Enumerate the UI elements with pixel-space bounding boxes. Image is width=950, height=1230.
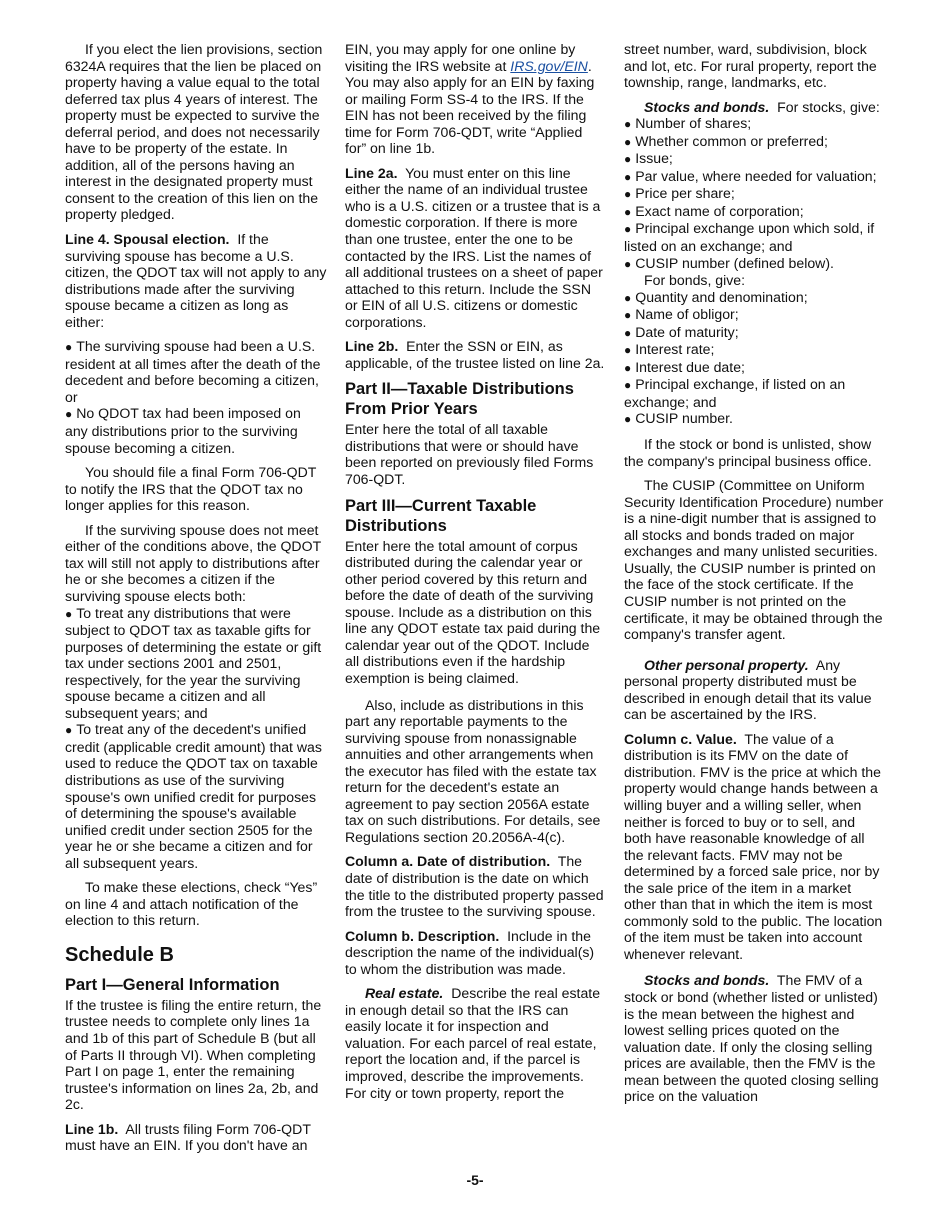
bullet-icon: ● [624,117,632,132]
stock-items-list [624,115,886,272]
line1b-heading: Line 1b. [65,1120,119,1137]
list-item: ● Price per share; [624,185,735,202]
bullet-icon: ● [624,378,632,393]
bullet-item: ● The surviving spouse had been a U.S. resident at all times after the death of the decedent and before becoming a citizen, or [65,338,321,405]
bullet-icon: ● [624,325,632,340]
paragraph-street: street number, ward, subdivision, block and lot, etc. For rural property, report the township, range, landmarks, etc. [624,41,877,91]
list-item: ● Name of obligor; [624,306,739,323]
paragraph-stocks-bonds-fmv: Stocks and bonds. The FMV of a stock or bond (whether listed or unlisted) is the mean between the highest and lowest selling prices quoted on the valuation date. If only the closing selling prices are available, then the FMV is the mean between the quoted closing selling price on the valuation [624,972,879,1105]
bullet-item: ● No QDOT tax had been imposed on any distributions prior to the surviving spouse becoming a citizen. [65,405,301,456]
paragraph-column-a: Column a. Date of distribution. The date of distribution is the date on which the title to the distributed property passed from the trustee to the surviving spouse. [345,853,604,920]
bullet-item: ● To treat any distributions that were subject to QDOT tax as taxable gifts for purposes of determining the estate or gift tax under sections 2001 and 2501, respectively, for the year the surviving spouse became a citizen and all subsequent years; and [65,604,322,721]
line4-text: If the surviving spouse has become a U.S. citizen, the QDOT tax will not apply to any distributions made after the surviving spouse became a citizen as long as either: [65,231,327,330]
other-personal-property-heading: Other personal property. [644,656,809,673]
heading-schedule-b: Schedule B [65,943,174,966]
column-right [624,41,886,1113]
paragraph-unlisted: If the stock or bond is unlisted, show the company's principal business office. [624,436,872,469]
bullet-icon: ● [624,187,632,202]
stocks-bonds-fmv-heading: Stocks and bonds. [644,972,770,989]
list-item: ● Principal exchange upon which sold, if listed on an exchange; and [624,220,875,255]
stocks-bonds-heading: Stocks and bonds. [644,98,770,115]
paragraph-line2a: Line 2a. You must enter on this line either the name of an individual trustee who is a U.S. citizen or a trustee that is a domestic corporation. If there is more than one trustee, enter the one to be contacted by the IRS. List the names of all additional trustees on a sheet of paper attached to this return. Include the SSN or EIN of all U.S. citizens or domestic corporations. [345,164,603,330]
heading-part1: Part I—General Information [65,975,280,994]
bullet-icon: ● [624,360,632,375]
irs-ein-link[interactable]: IRS.gov/EIN [510,57,588,74]
paragraph-part3: Enter here the total amount of corpus distributed during the calendar year or other period covered by this return and before the date of death of the surviving spouse. Include as a distribution on this line any QDOT estate tax paid during the calendar year out of the QDOT. Include all distributions even if the hardship exemption is being claimed. [345,537,601,686]
bullet-icon: ● [624,204,632,219]
column-left [65,41,327,1162]
line2a-heading: Line 2a. [345,164,398,181]
paragraph-make-elections: To make these elections, check “Yes” on line 4 and attach notification of the election to this return. [65,879,318,929]
paragraph-lien-provisions: If you elect the lien provisions, section 6324A requires that the lien be placed on property having a value equal to the total deferred tax plus 4 years of interest. The property must be expected to survive the deferral period, and does not necessarily have to be property of the estate. In addition, all of the persons having an interest in the designated property must consent to the creation of this lien on the property pledged. [65,41,323,223]
line2b-heading: Line 2b. [345,338,399,355]
paragraph-part2: Enter here the total of all taxable distributions that were or should have been reported on previously filed Forms 706-QDT. [345,421,594,488]
bullet-icon: ● [624,343,632,358]
bonds-intro: For bonds, give: [644,272,746,289]
paragraph-real-estate: Real estate. Describe the real estate in enough detail so that the IRS can easily locate it for inspection and valuation. For each parcel of real estate, report the location and, if the parcel is improved, describe the improvements. For city or town property, report the [345,985,601,1101]
list-item: ● Exact name of corporation; [624,202,804,219]
column-c-heading: Column c. Value. [624,730,737,747]
list-item: ● Date of maturity; [624,323,739,340]
heading-part2: Part II—Taxable Distributions From Prior Years [345,380,574,419]
list-item: ● Issue; [624,150,673,167]
paragraph-cusip: The CUSIP (Committee on Uniform Security Identification Procedure) number is a nine-digit number that is assigned to all stocks and bonds traded on major exchanges and many unlisted securities. Usually, the CUSIP number is printed on the face of the stock certificate. If the CUSIP number is not printed on the certificate, it may be obtained through the company's transfer agent. [624,477,884,643]
column-middle [345,41,607,1109]
heading-part3: Part III—Current Taxable Distributions [345,496,537,535]
bullet-icon: ● [65,340,73,355]
paragraph-part1: If the trustee is filing the entire return, the trustee needs to complete only lines 1a and 1b of this part of Schedule B (but all of Parts II through VI). When completing Part I on page 1, enter the remaining trustee's information on lines 2a, 2b, and 2c. [65,996,322,1113]
page-number: -5- [466,1172,484,1188]
list-item: ● CUSIP number. [624,410,733,427]
paragraph-line1b [65,1121,327,1154]
list-item: ● Number of shares; [624,115,752,132]
column-a-heading: Column a. Date of distribution. [345,853,551,870]
paragraph-column-b: Column b. Description. Include in the description the name of the individual(s) to whom the distribution was made. [345,927,595,977]
bullet-icon: ● [624,152,632,167]
line1b-text: All trusts filing Form 706-QDT must have an EIN. If you don't have an [65,1120,311,1154]
paragraph-line4 [65,231,327,330]
bullet-icon: ● [624,256,632,271]
paragraph-ein: EIN, you may apply for one online by visiting the IRS website at IRS.gov/EIN. You may also apply for an EIN by faxing or mailing Form SS-4 to the IRS. If the EIN has not been received by the filing time for Form 706-QDT, write “Applied for” on line 1b. [345,41,595,157]
list-item: ● Principal exchange, if listed on an exchange; and [624,376,846,410]
bullet-icon: ● [624,169,632,184]
line4-heading: Line 4. Spousal election. [65,231,230,248]
bullet-icon: ● [65,407,73,422]
paragraph-part3-also: Also, include as distributions in this part any reportable payments to the surviving spouse from nonassignable annuities and other arrangements when the executor has filed with the estate tax return for the decedent's estate an agreement to pay section 2056A estate tax on such distributions. For details, see Regulations section 20.2056A-4(c). [345,696,601,845]
list-item: ● Interest rate; [624,341,715,358]
paragraph-stocks-bonds: Stocks and bonds. For stocks, give: [644,98,880,115]
bullet-icon: ● [65,723,73,738]
bullet-icon: ● [624,290,632,305]
real-estate-heading: Real estate. [365,985,444,1002]
bullet-icon: ● [624,308,632,323]
list-item: ● Quantity and denomination; [624,288,808,305]
list-item: ● Par value, where needed for valuation; [624,167,877,184]
bullet-icon: ● [624,222,632,237]
bullet-icon: ● [65,606,73,621]
bond-items-list [624,289,886,428]
paragraph-column-c: Column c. Value. The value of a distribution is its FMV on the date of distribution. FMV is the price at which the property would change hands between a willing buyer and a willing seller, when neither is forced to buy or to sell, and both have reasonable knowledge of all the relevant facts. FMV may not be determined by a forced sale price, nor by the sale price of the item in a market other than that in which the item is most commonly sold to the public. The location of the item must be taken into account whenever relevant. [624,730,883,962]
list-item: ● Interest due date; [624,358,745,375]
bullet-icon: ● [624,412,632,427]
bullet-item: ● To treat any of the decedent's unified credit (applicable credit amount) that was used to reduce the QDOT tax on taxable distributions as use of the surviving spouse's own unified credit for purposes of determining the spouse's available unified credit under section 2505 for the year he or she became a citizen and for all subsequent years. [65,721,322,871]
list-item: ● CUSIP number (defined below). [624,254,834,271]
paragraph-final-form: You should file a final Form 706-QDT to notify the IRS that the QDOT tax no longer applies for this reason. [65,464,317,514]
list-item: ● Whether common or preferred; [624,132,828,149]
column-b-heading: Column b. Description. [345,927,500,944]
paragraph-other-personal-property: Other personal property. Any personal property distributed must be described in enough detail that its value can be ascertained by the IRS. [624,656,872,723]
bullet-icon: ● [624,134,632,149]
paragraph-line2b: Line 2b. Enter the SSN or EIN, as applicable, of the trustee listed on line 2a. [345,338,605,371]
paragraph-conditions-not-met: If the surviving spouse does not meet either of the conditions above, the QDOT tax will still not apply to distributions after he or she becomes a citizen if the surviving spouse elects both: [65,521,321,604]
